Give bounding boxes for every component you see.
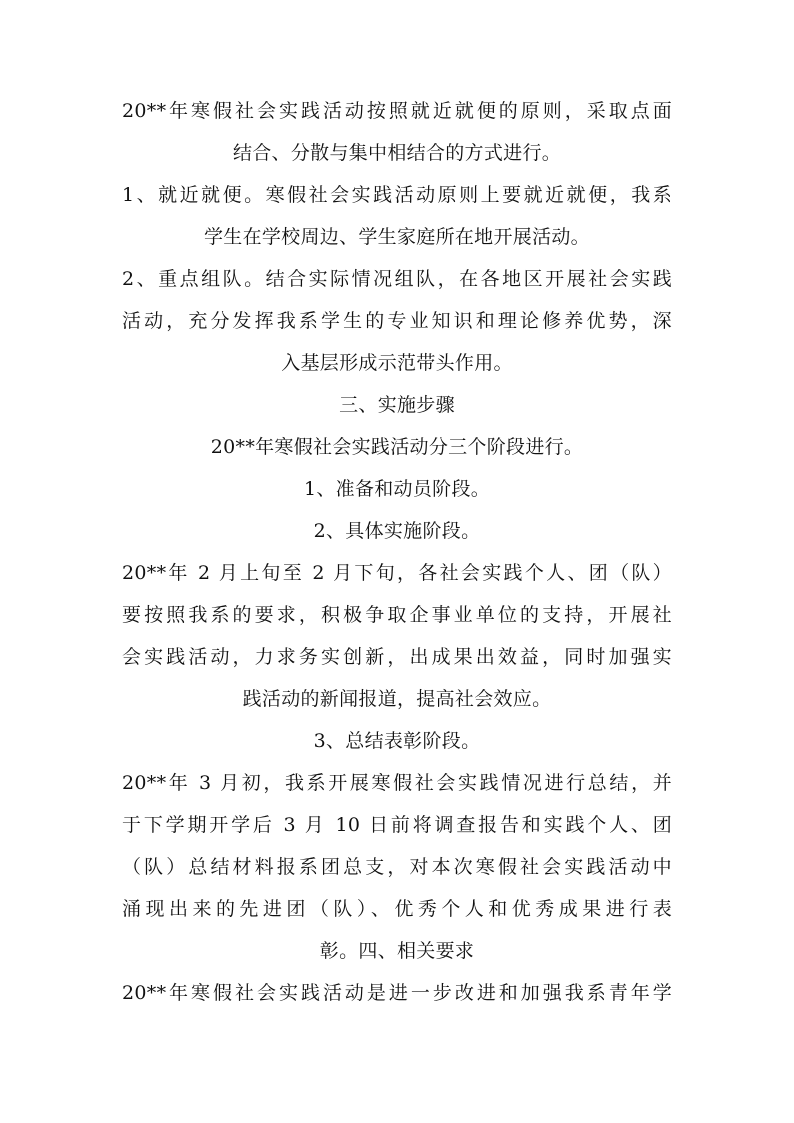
text-line: 20**年寒假社会实践活动按照就近就便的原则，采取点面 (122, 100, 672, 122)
text-line: 彰。四、相关要求 (319, 940, 475, 962)
text-line: 20**年寒假社会实践活动是进一步改进和加强我系青年学 (122, 982, 672, 1004)
text-line: 1、准备和动员阶段。 (303, 478, 491, 500)
text-line: 3、总结表彰阶段。 (313, 730, 481, 752)
text-line: （队）总结材料报系团总支，对本次寒假社会实践活动中 (122, 856, 672, 878)
text-line: 20**年 3 月初，我系开展寒假社会实践情况进行总结，并 (122, 772, 672, 794)
text-line: 20**年 2 月上旬至 2 月下旬，各社会实践个人、团（队） (122, 562, 672, 584)
text-line: 2、具体实施阶段。 (313, 520, 481, 542)
document-page (122, 90, 672, 1014)
text-line: 三、实施步骤 (339, 394, 455, 416)
text-line: 20**年寒假社会实践活动分三个阶段进行。 (210, 436, 584, 458)
text-line: 1、就近就便。寒假社会实践活动原则上要就近就便，我系 (122, 184, 672, 206)
text-line: 于下学期开学后 3 月 10 日前将调查报告和实践个人、团 (122, 814, 672, 836)
text-line: 要按照我系的要求，积极争取企事业单位的支持，开展社 (122, 604, 672, 626)
text-line: 入基层形成示范带头作用。 (281, 352, 513, 374)
text-line: 涌现出来的先进团（队）、优秀个人和优秀成果进行表 (122, 898, 672, 920)
text-line: 践活动的新闻报道，提高社会效应。 (242, 688, 552, 710)
text-line: 结合、分散与集中相结合的方式进行。 (232, 142, 562, 164)
text-line: 2、重点组队。结合实际情况组队，在各地区开展社会实践 (122, 268, 672, 290)
text-line: 活动，充分发挥我系学生的专业知识和理论修养优势，深 (122, 310, 672, 332)
text-line: 会实践活动，力求务实创新，出成果出效益，同时加强实 (122, 646, 672, 668)
text-line: 学生在学校周边、学生家庭所在地开展活动。 (203, 226, 590, 248)
